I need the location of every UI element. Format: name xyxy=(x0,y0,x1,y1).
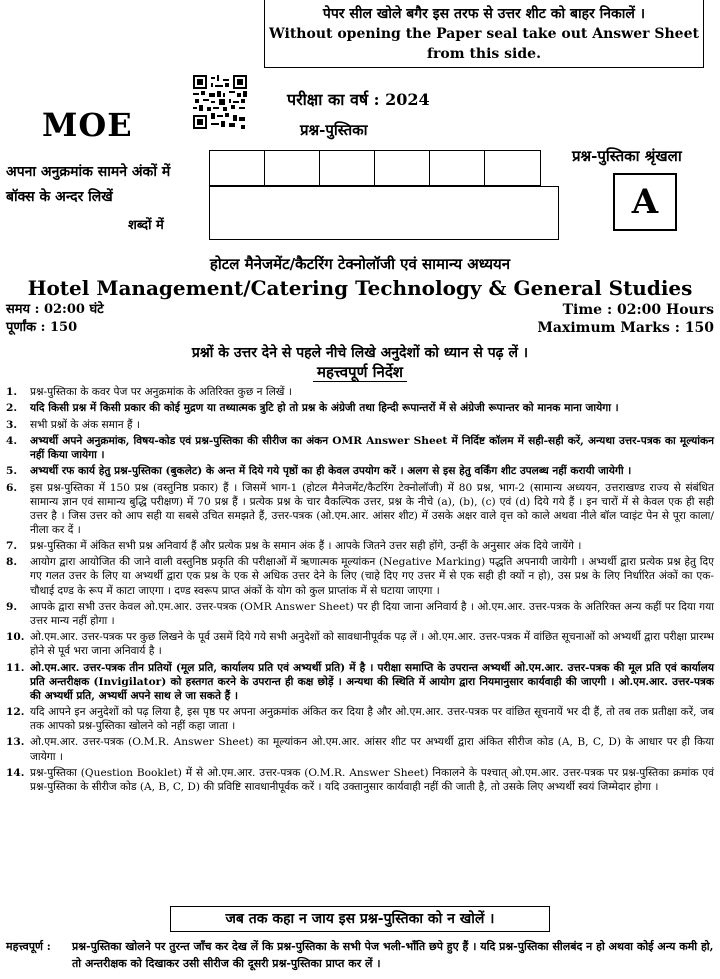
seal-notice-hindi: पेपर सील खोले बगैर इस तरफ से उत्तर शीट को बाहर निकालें । xyxy=(322,6,646,22)
time-english: Time : 02:00 Hours xyxy=(562,302,714,318)
subject-hindi: होटल मैनेजमेंट/कैटरिंग टेक्नोलॉजी एवं सामान्य अध्ययन xyxy=(209,255,511,273)
instruction-item xyxy=(6,735,714,763)
words-label: शब्दों में xyxy=(128,218,164,233)
important-note xyxy=(6,938,714,972)
instruction-number: 3. xyxy=(6,418,18,431)
instruction-item xyxy=(6,401,714,415)
series-label: प्रश्न-पुस्तिका श्रृंखला xyxy=(572,147,682,165)
instruction-item xyxy=(6,661,714,703)
roll-label-line-2: बॉक्स के अन्दर लिखें xyxy=(6,189,113,205)
seal-notice-english-2: from this side. xyxy=(427,46,541,62)
roll-number-words-box[interactable] xyxy=(209,186,559,240)
time-marks-english xyxy=(537,301,714,337)
roll-label-line-1: अपना अनुक्रमांक सामने अंकों में xyxy=(6,164,171,180)
instruction-item xyxy=(6,385,714,399)
instruction-number: 4. xyxy=(6,434,18,447)
instructions-list xyxy=(6,385,714,796)
time-hindi: समय : 02:00 घंटे xyxy=(6,302,104,317)
seal-notice-english-1: Without opening the Paper seal take out Answer Sheet xyxy=(269,26,699,42)
instruction-text: ओ.एम.आर. उत्तर-पत्रक तीन प्रतियों (मूल प्रति, कार्यालय प्रति एवं अभ्यर्थी प्रति) में है । परीक्षा समाप्ति के उपरान्त अभ्यर्थी ओ.एम.आर. उत्तर-पत्रक की मूल प्रति एवं कार्यालय प्रति अन्तरीक्षक (Invigilator) को हस्तगत करने के उपरान्त ही कक्ष छोड़ें । अन्यथा की स्थिति में आयोग द्वारा नियमानुसार कार्यवाही की जाएगी । ओ.एम.आर. उत्तर-पत्रक की अभ्यर्थी प्रति, अभ्यर्थी अपने साथ ले जा सकते हैं । xyxy=(30,661,714,702)
instruction-text: यदि किसी प्रश्न में किसी प्रकार की कोई मुद्रण या तथ्यात्मक त्रुटि हो तो प्रश्न के अंग्रेजी तथा हिन्दी रूपान्तरों में से अंग्रेजी रूपान्तर को मानक माना जायेगा । xyxy=(30,402,619,415)
instruction-text: प्रश्न-पुस्तिका में अंकित सभी प्रश्न अनिवार्य हैं और प्रत्येक प्रश्न के समान अंक हैं । आपके जितने उत्तर सही होंगे, उन्हीं के अनुसार अंक दिये जायेंगे । xyxy=(30,540,582,553)
marks-english: Maximum Marks : 150 xyxy=(537,320,714,336)
seal-notice-box xyxy=(264,0,704,68)
instruction-text: ओ.एम.आर. उत्तर-पत्रक पर कुछ लिखने के पूर्व उसमें दिये गये सभी अनुदेशों को सावधानीपूर्वक पढ़ लें । ओ.एम.आर. उत्तर-पत्रक में वांछित सूचनाओं को अभ्यर्थी द्वारा परीक्षा प्रारम्भ होने से पूर्व भरा जाना अनिवार्य है । xyxy=(30,631,714,658)
instructions-title-wrap xyxy=(0,362,720,382)
instructions-intro: प्रश्नों के उत्तर देने से पहले नीचे लिखे अनुदेशों को ध्यान से पढ़ लें । xyxy=(191,345,529,361)
instruction-text: आपके द्वारा सभी उत्तर केवल ओ.एम.आर. उत्तर-पत्रक (OMR Answer Sheet) पर ही दिया जाना अनिवार्य है । ओ.एम.आर. उत्तर-पत्रक के अतिरिक्त अन्य कहीं पर दिया गया उत्तर मान्य नहीं होगा । xyxy=(30,600,714,627)
roll-digit-box[interactable] xyxy=(375,151,430,185)
qr-code-icon xyxy=(193,75,247,129)
instruction-item xyxy=(6,630,714,658)
instruction-item xyxy=(6,434,714,462)
booklet-label: प्रश्न-पुस्तिका xyxy=(300,121,368,139)
instruction-text: ओ.एम.आर. उत्तर-पत्रक (O.M.R. Answer Sheet) का मूल्यांकन ओ.एम.आर. आंसर शीट पर अभ्यर्थी द्वारा अंकित सीरीज कोड (A, B, C, D) के आधार पर ही किया जायेगा । xyxy=(30,736,714,763)
instruction-item xyxy=(6,705,714,733)
instruction-number: 6. xyxy=(6,481,18,494)
instruction-number: 8. xyxy=(6,556,18,569)
instruction-item xyxy=(6,600,714,628)
instruction-text: आयोग द्वारा आयोजित की जाने वाली वस्तुनिष्ठ प्रकृति की परीक्षाओं में ऋणात्मक मूल्यांकन (Negative Marking) पद्धति अपनायी जायेगी । अभ्यर्थी द्वारा प्रत्येक प्रश्न हेतु दिए गए गलत उत्तर के लिए या अभ्यर्थी द्वारा एक प्रश्न के एक से अधिक उत्तर देने के लिए (चाहे दिए गए उत्तर में से एक सही ही क्यों न हो), उस प्रश्न के लिए निर्धारित अंकों का एक-चौथाई दण्ड के रूप में काटा जाएगा । दण्ड स्वरूप प्राप्त अंकों के योग को कुल प्राप्तांक में से घटाया जाएगा । xyxy=(30,556,714,597)
roll-digit-box[interactable] xyxy=(210,151,265,185)
roll-digit-box[interactable] xyxy=(320,151,375,185)
instruction-text: सभी प्रश्नों के अंक समान हैं । xyxy=(30,418,140,431)
instruction-number: 10. xyxy=(6,631,25,644)
instruction-number: 14. xyxy=(6,766,25,779)
instruction-text: प्रश्न-पुस्तिका (Question Booklet) में से ओ.एम.आर. उत्तर-पत्रक (O.M.R. Answer Sheet) निकालने के पश्चात् ओ.एम.आर. उत्तर-पत्रक पर प्रश्न-पुस्तिका क्रमांक एवं प्रश्न-पुस्तिका के सीरीज कोड (A, B, C, D) की प्रविष्टि सावधानीपूर्वक करें । यदि उक्तानुसार कार्यवाही नहीं की जाती है, तो उसके लिए अभ्यर्थी स्वयं जिम्मेदार होगा । xyxy=(30,766,714,793)
do-not-open-notice: जब तक कहा न जाय इस प्रश्न-पुस्तिका को न खोलें । xyxy=(170,906,550,932)
instruction-item xyxy=(6,418,714,432)
instruction-item xyxy=(6,766,714,794)
instruction-text: प्रश्न-पुस्तिका के कवर पेज पर अनुक्रमांक के अतिरिक्त कुछ न लिखें । xyxy=(30,386,292,398)
roll-number-label xyxy=(6,160,170,210)
logo-text: MOE xyxy=(42,106,133,144)
instructions-title: महत्त्वपूर्ण निर्देश xyxy=(313,363,407,382)
marks-hindi: पूर्णांक : 150 xyxy=(6,320,78,335)
important-text: प्रश्न-पुस्तिका खोलने पर तुरन्त जाँच कर देख लें कि प्रश्न-पुस्तिका के सभी पेज भली-भाँति छपे हुए हैं । यदि प्रश्न-पुस्तिका सीलबंद न हो अथवा कोई अन्य कमी हो, तो अन्तरीक्षक को दिखाकर उसी सीरीज की दूसरी प्रश्न-पुस्तिका प्राप्त कर लें । xyxy=(72,940,714,970)
series-box: A xyxy=(613,173,677,231)
roll-digit-box[interactable] xyxy=(265,151,320,185)
roll-digit-box[interactable] xyxy=(430,151,485,185)
subject-english: Hotel Management/Catering Technology & General Studies xyxy=(27,276,693,300)
instruction-number: 13. xyxy=(6,736,25,749)
instruction-number: 9. xyxy=(6,600,18,613)
instruction-number: 2. xyxy=(6,402,18,415)
instruction-number: 12. xyxy=(6,706,25,719)
instruction-text: अभ्यर्थी रफ कार्य हेतु प्रश्न-पुस्तिका (बुकलेट) के अन्त में दिये गये पृष्ठों का ही केवल उपयोग करें । अलग से इस हेतु वर्किंग शीट उपलब्ध नहीं करायी जायेगी । xyxy=(30,465,632,478)
instruction-item xyxy=(6,481,714,537)
roll-digit-box[interactable] xyxy=(485,151,540,185)
time-marks-hindi xyxy=(6,301,104,337)
instruction-item xyxy=(6,539,714,553)
instruction-text: यदि आपने इन अनुदेशों को पढ़ लिया है, इस पृष्ठ पर अपना अनुक्रमांक अंकित कर दिया है और ओ.एम.आर. उत्तर-पत्रक पर वांछित सूचनायें भर दी हैं, तो तब तक प्रतीक्षा करें, जब तक आपको प्रश्न-पुस्तिका खोलने को नहीं कहा जाता । xyxy=(30,706,714,733)
instruction-number: 5. xyxy=(6,465,18,478)
instruction-number: 7. xyxy=(6,540,18,553)
roll-number-digit-boxes[interactable] xyxy=(209,150,541,186)
instruction-number: 11. xyxy=(6,661,25,674)
instruction-number: 1. xyxy=(6,386,18,398)
instruction-text: इस प्रश्न-पुस्तिका में 150 प्रश्न (वस्तुनिष्ठ प्रकार) हैं । जिसमें भाग-1 (होटल मैनेजमेंट/कैटरिंग टेक्नोलॉजी) में 80 प्रश्न, भाग-2 (सामान्य अध्ययन, उत्तराखण्ड राज्य से संबंधित सामान्य ज्ञान एवं सामान्य बुद्धि परीक्षण) में 70 प्रश्न हैं । प्रत्येक प्रश्न के चार वैकल्पिक उत्तर, प्रश्न के नीचे (a), (b), (c) एवं (d) दिये गये हैं । इन चारों में से केवल एक ही सही उत्तर है । जिस उत्तर को आप सही या सबसे उचित समझते हैं, उत्तर-पत्रक (ओ.एम.आर. आंसर शीट) में उसके अक्षर वाले वृत्त को काले अथवा नीले बॉल प्वाइंट पेन से पूरा काला/नीला कर दें । xyxy=(30,481,714,536)
instruction-item xyxy=(6,464,714,478)
instruction-item xyxy=(6,555,714,597)
instruction-text: अभ्यर्थी अपने अनुक्रमांक, विषय-कोड एवं प्रश्न-पुस्तिका की सीरीज का अंकन OMR Answer Sheet में निर्दिष्ट कॉलम में सही-सही करें, अन्यथा उत्तर-पत्रक का मूल्यांकन नहीं किया जायेगा । xyxy=(30,434,714,461)
important-label: महत्त्वपूर्ण : xyxy=(6,940,51,953)
exam-year: परीक्षा का वर्ष : 2024 xyxy=(287,90,430,109)
